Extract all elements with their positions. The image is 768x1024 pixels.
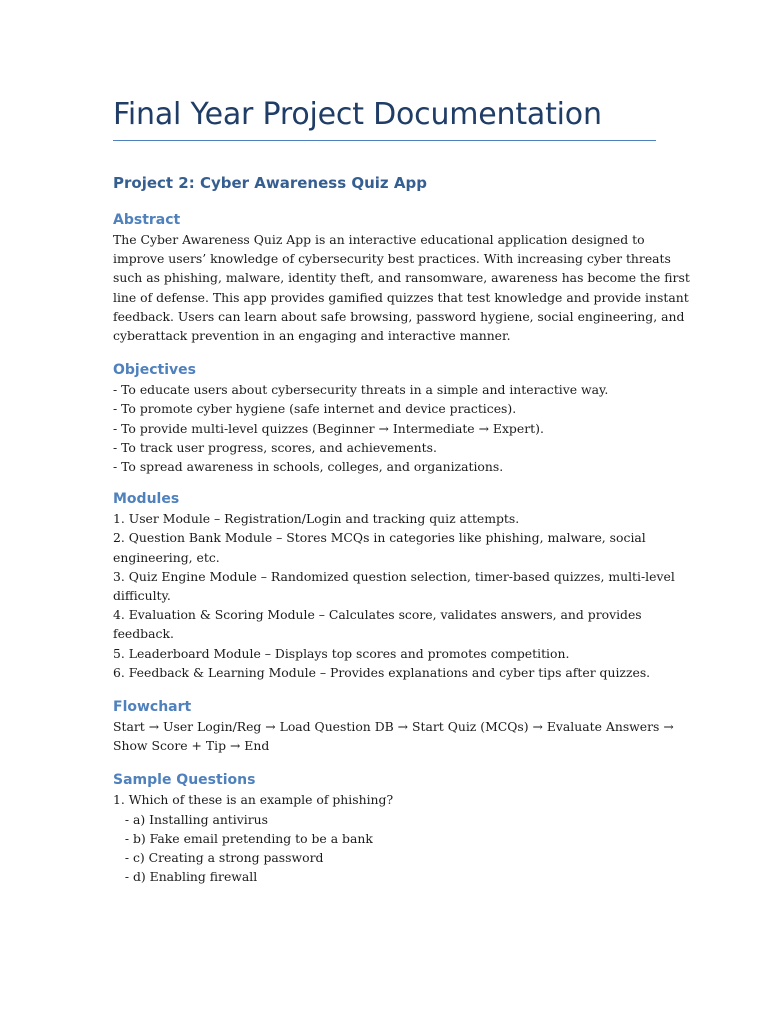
sample-questions-list [113,790,656,886]
objective-item: - To track user progress, scores, and achievements. [113,439,437,455]
flowchart-heading: Flowchart [113,699,192,716]
objective-item: - To provide multi-level quizzes (Beginner → Intermediate → Expert). [113,420,544,436]
abstract-line: The Cyber Awareness Quiz App is an interactive educational application designed to [113,232,645,247]
answer-option: - a) Installing antivirus [113,811,268,827]
project-heading: Project 2: Cyber Awareness Quiz App [113,174,427,192]
abstract-line: such as phishing, malware, identity theft, and ransomware, awareness has become the first [113,270,690,286]
abstract-heading: Abstract [113,212,181,228]
modules-section [113,489,675,682]
abstract-line: improve users’ knowledge of cybersecurity best practices. With increasing cyber threats [113,251,671,267]
objectives-heading: Objectives [113,362,196,379]
flowchart-section [113,697,674,755]
flowchart-body [113,717,674,755]
module-item: difficulty. [113,588,171,604]
module-item: feedback. [113,626,174,642]
document-page [113,96,690,886]
abstract-line: line of defense. This app provides gamified quizzes that test knowledge and provide instant [113,289,689,305]
module-item: 1. User Module – Registration/Login and tracking quiz attempts. [113,511,520,527]
abstract-body [113,230,690,345]
abstract-line: feedback. Users can learn about safe browsing, password hygiene, social engineering, and [113,308,685,324]
sample-questions-section [113,770,656,886]
question-line: 1. Which of these is an example of phishing? [113,792,394,808]
sample-questions-heading: Sample Questions [113,772,256,789]
module-item: 4. Evaluation & Scoring Module – Calculates score, validates answers, and provides [113,607,642,623]
flowchart-line: Show Score + Tip → End [113,738,270,754]
abstract-line: cyberattack prevention in an engaging and interactive manner. [113,328,511,344]
module-item: 2. Question Bank Module – Stores MCQs in categories like phishing, malware, social [113,530,646,546]
modules-heading: Modules [113,491,180,508]
module-item: engineering, etc. [113,549,220,565]
document-title: Final Year Project Documentation [113,97,602,132]
objectives-list [113,380,656,476]
title-divider [113,140,656,141]
abstract-section [113,210,690,345]
flowchart-line: Start → User Login/Reg → Load Question DB → Start Quiz (MCQs) → Evaluate Answers → [113,719,674,735]
objectives-section [113,360,656,476]
objective-item: - To educate users about cybersecurity threats in a simple and interactive way. [113,382,609,398]
objective-item: - To spread awareness in schools, colleges, and organizations. [113,459,504,475]
modules-list [113,509,675,682]
answer-option: - d) Enabling firewall [113,869,258,885]
module-item: 3. Quiz Engine Module – Randomized question selection, timer-based quizzes, multi-level [113,568,675,584]
answer-option: - b) Fake email pretending to be a bank [113,830,373,846]
answer-option: - c) Creating a strong password [113,850,324,866]
module-item: 5. Leaderboard Module – Displays top scores and promotes competition. [113,645,570,661]
objective-item: - To promote cyber hygiene (safe internet and device practices). [113,401,517,417]
module-item: 6. Feedback & Learning Module – Provides explanations and cyber tips after quizzes. [113,664,651,680]
